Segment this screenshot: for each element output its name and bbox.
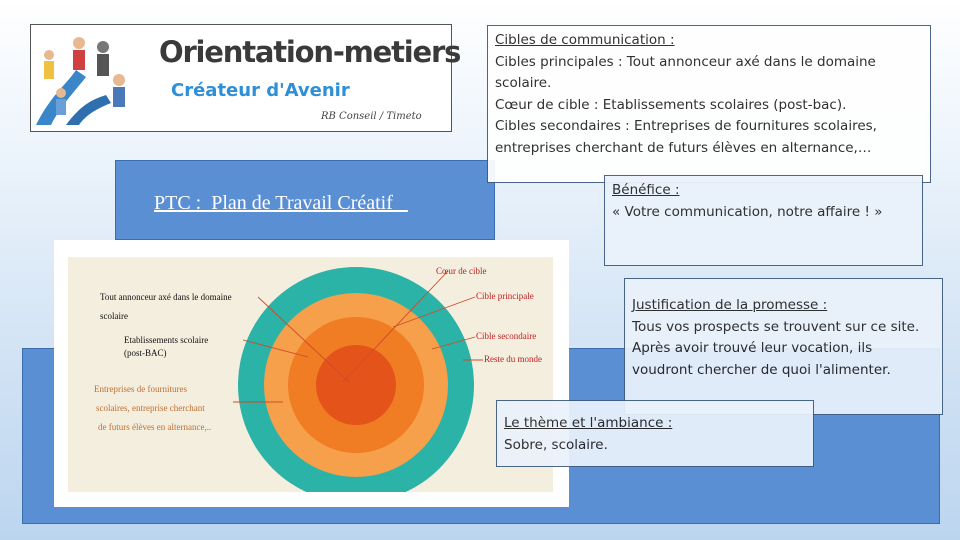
coeur-de-cible-label: Cœur de cible: [495, 96, 590, 113]
theme-heading: Le thème et l'ambiance :: [504, 415, 673, 431]
coeur-de-cible-text: : Etablissements scolaires (post-bac).: [589, 96, 847, 113]
ptc-title-bar: [115, 160, 495, 240]
theme-text: Sobre, scolaire.: [504, 436, 608, 453]
label-left-3b: scolaires, entreprise cherchant: [96, 403, 205, 413]
justification-text: Tous vos prospects se trouvent sur ce site. Après avoir trouvé leur vocation, ils voudront chercher de quoi l'alimenter.: [632, 318, 920, 378]
cibles-secondaires-label: Cibles secondaires: [495, 118, 621, 134]
logo-credit: RB Conseil / Timeto: [321, 111, 422, 122]
label-cible-principale: Cible principale: [476, 291, 534, 301]
label-left-3a: Entreprises de fournitures: [94, 384, 187, 394]
justification-heading: Justification de la promesse :: [632, 297, 828, 313]
cibles-principales-label: Cibles principales: [495, 53, 614, 70]
label-left-2a: Etablissements scolaire: [124, 335, 209, 345]
label-left-1b: scolaire: [100, 311, 128, 321]
benefice-text: « Votre communication, notre affaire ! »: [612, 203, 883, 220]
label-left-2b: (post-BAC): [124, 348, 167, 358]
target-diagram-canvas: [68, 257, 553, 492]
label-left-1a: Tout annonceur axé dans le domaine: [100, 292, 232, 302]
logo-title: Orientation-metiers: [159, 35, 461, 69]
logo-subtitle: Créateur d'Avenir: [171, 80, 350, 101]
target-diagram: [54, 240, 569, 507]
cibles-box: [487, 25, 931, 183]
label-cible-secondaire: Cible secondaire: [476, 331, 537, 341]
label-coeur-de-cible: Cœur de cible: [436, 266, 487, 276]
cibles-secondaires-text: : Entreprises de fournitures scolaires, entreprises cherchant de futurs élèves en alternance,…: [495, 118, 877, 156]
theme-box: [496, 400, 814, 467]
ring-coeur-de-cible: [316, 345, 396, 425]
justification-box: [624, 278, 943, 415]
cibles-heading: Cibles de communication :: [495, 32, 675, 48]
label-reste-du-monde: Reste du monde: [484, 354, 542, 364]
logo-banner: [30, 24, 461, 132]
benefice-heading: Bénéfice :: [612, 182, 680, 198]
logo-illustration-icon: [31, 25, 156, 131]
label-left-3c: de futurs élèves en alternance,..: [98, 422, 212, 432]
ptc-title: PTC : Plan de Travail Créatif: [154, 192, 408, 214]
benefice-box: [604, 175, 923, 266]
cibles-principales-text: : Tout annonceur axé dans le domaine scolaire.: [495, 53, 876, 91]
